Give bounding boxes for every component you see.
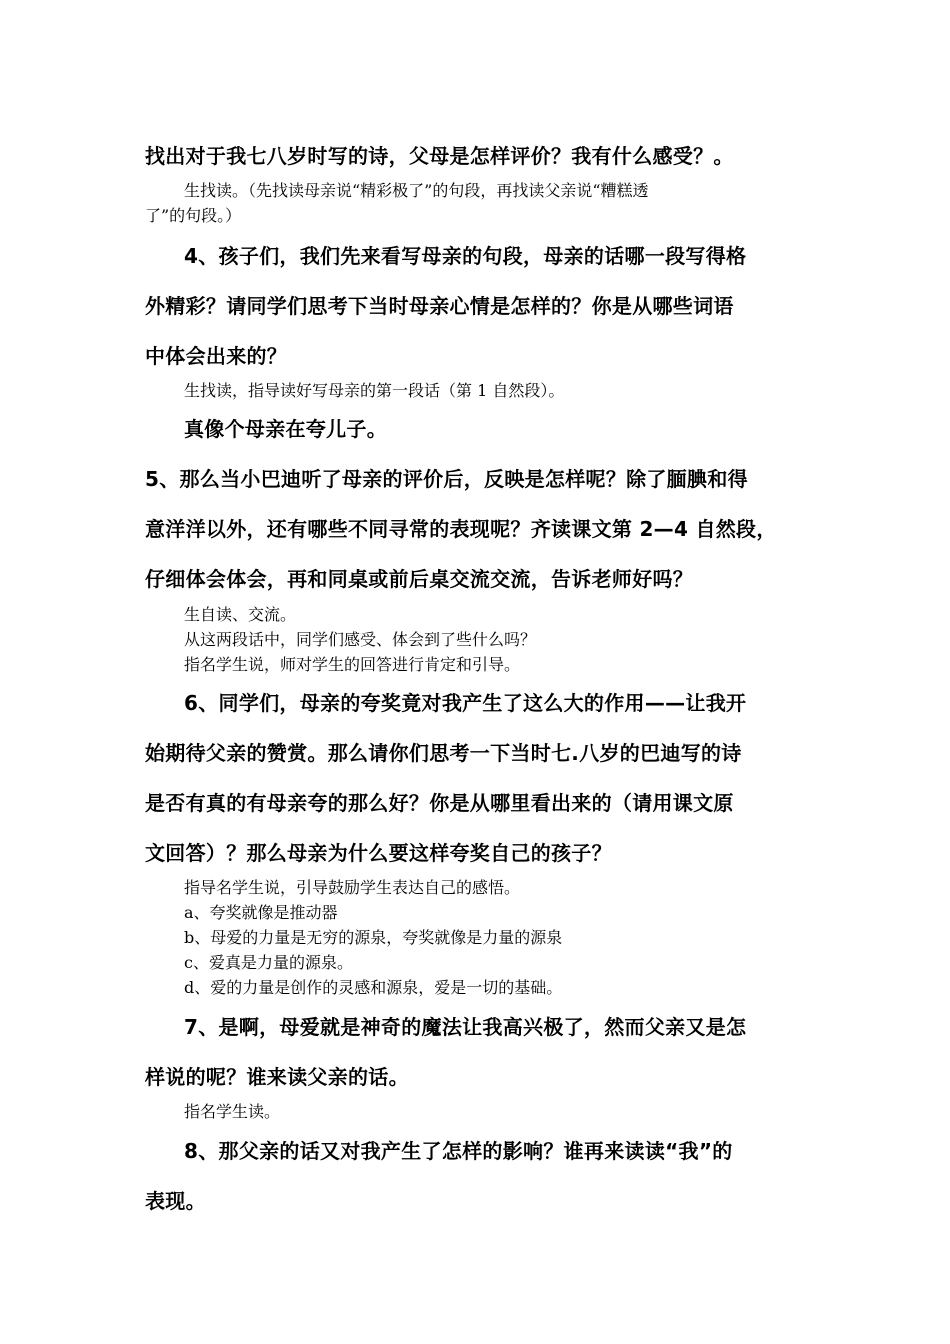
bold-paragraph-line: 7、是啊，母爱就是神奇的魔法让我高兴极了，然而父亲又是怎 [184, 1015, 747, 1039]
bold-paragraph-line: 6、同学们，母亲的夸奖竟对我产生了这么大的作用——让我开 [184, 691, 747, 715]
bold-paragraph-line: 是否有真的有母亲夸的那么好？你是从哪里看出来的（请用课文原 [145, 791, 734, 815]
normal-paragraph-line: a、夸奖就像是推动器 [184, 903, 338, 922]
normal-paragraph-line: d、爱的力量是创作的灵感和源泉，爱是一切的基础。 [184, 978, 563, 997]
bold-paragraph-line: 文回答）？那么母亲为什么要这样夸奖自己的孩子？ [145, 841, 612, 865]
bold-paragraph-line: 中体会出来的？ [145, 344, 288, 368]
bold-paragraph-line: 找出对于我七八岁时写的诗，父母是怎样评价？我有什么感受？。 [145, 144, 734, 168]
bold-paragraph-line: 4、孩子们，我们先来看写母亲的句段，母亲的话哪一段写得格 [184, 244, 747, 268]
bold-paragraph-line: 意洋洋以外，还有哪些不同寻常的表现呢？齐读课文第 2—4 自然段， [145, 517, 777, 541]
bold-paragraph-line: 真像个母亲在夸儿子。 [184, 417, 387, 441]
normal-paragraph-line: 生自读、交流。 [184, 605, 297, 624]
bold-paragraph-line: 5、那么当小巴迪听了母亲的评价后，反映是怎样呢？除了腼腆和得 [145, 467, 748, 491]
normal-paragraph-line: 指名学生说，师对学生的回答进行肯定和引导。 [184, 655, 521, 674]
normal-paragraph-line: 了”的句段。） [145, 206, 242, 225]
normal-paragraph-line: c、爱真是力量的源泉。 [184, 953, 353, 972]
bold-paragraph-line: 样说的呢？谁来读父亲的话。 [145, 1065, 409, 1089]
bold-paragraph-line: 外精彩？请同学们思考下当时母亲心情是怎样的？你是从哪些词语 [145, 294, 734, 318]
normal-paragraph-line: 从这两段话中，同学们感受、体会到了些什么吗？ [184, 630, 537, 649]
normal-paragraph-line: 生找读。（先找读母亲说“精彩极了”的句段，再找读父亲说“糟糕透 [184, 181, 649, 200]
bold-paragraph-line: 始期待父亲的赞赏。那么请你们思考一下当时七.八岁的巴迪写的诗 [145, 741, 742, 765]
bold-paragraph-line: 表现。 [145, 1189, 206, 1213]
normal-paragraph-line: 指导名学生说，引导鼓励学生表达自己的感悟。 [184, 878, 521, 897]
bold-paragraph-line: 仔细体会体会，再和同桌或前后桌交流交流，告诉老师好吗？ [145, 567, 694, 591]
normal-paragraph-line: b、母爱的力量是无穷的源泉，夸奖就像是力量的源泉 [184, 928, 563, 947]
bold-paragraph-line: 8、那父亲的话又对我产生了怎样的影响？谁再来读读“我”的 [184, 1139, 733, 1163]
normal-paragraph-line: 生找读，指导读好写母亲的第一段话（第 1 自然段）。 [184, 381, 565, 400]
normal-paragraph-line: 指名学生读。 [184, 1102, 281, 1121]
